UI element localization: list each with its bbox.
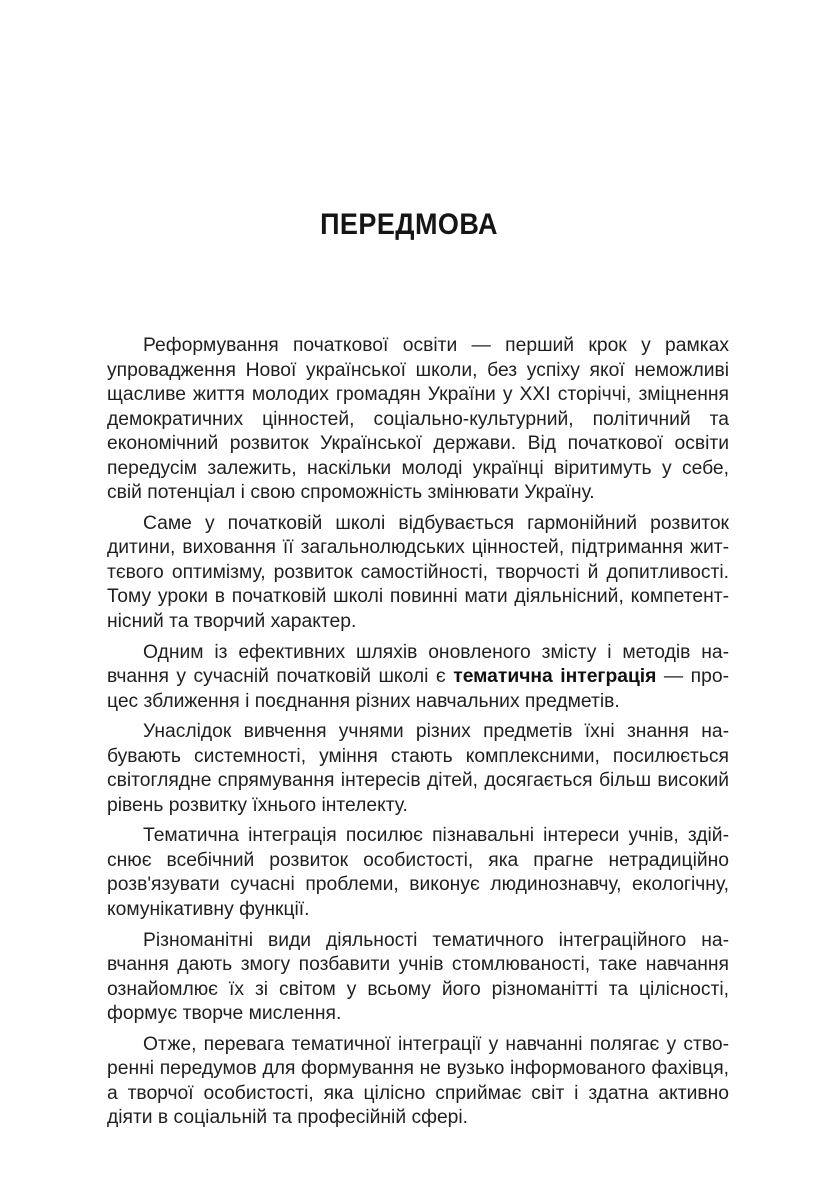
paragraph-3 xyxy=(107,641,729,715)
paragraph-7: Отже, перевага тематичної інтеграції у навчанні полягає у створенні передумов для формування не вузько інформованого фахівця, а творчої особистості, яка цілісно сприймає світ і здатна активно діяти в соціальній та професійній сфері. xyxy=(107,1033,729,1129)
paragraph-4: Унаслідок вивчення учнями різних предметів їхні знання набувають системності, уміння стають комплексними, посилюється світоглядне спрямування інтересів дітей, досягається більш високий рівень розвитку їхнього інтелекту. xyxy=(107,721,729,816)
paragraph-6: Різноманітні види діяльності тематичного інтеграційного навчання дають змогу позбавити учнів стомлюваності, таке навчання ознайомлює їх зі світом у всьому його різноманітті та цілісності, формує творче мислення. xyxy=(107,929,729,1025)
preface-body xyxy=(107,334,729,1131)
paragraph-3-before: Одним із ефективних шляхів оновленого змісту і методів навчання у сучасній початковій школі є xyxy=(107,641,729,688)
paragraph-1: Реформування початкової освіти — перший крок у рамках упровадження Нової української школи, без успіху якої неможливі щасливе життя молодих громадян України у ХХІ сторіччі, зміцнення демократичних цінностей, соціально-культурний, політичний та економічний розвиток Української держави. Від початкової освіти передусім залежить, наскільки молоді українці віритимуть у себе, свій потенціал і свою спроможність змінювати Україну. xyxy=(107,335,729,504)
paragraph-5: Тематична інтеграція посилює пізнавальні інтереси учнів, здійснює всебічний розвиток особистості, яка прагне нетрадиційно розв'язувати сучасні проблеми, виконує людинознавчу, екологічну, комунікативну функції. xyxy=(107,825,729,921)
paragraph-3-after: — процес зближення і поєднання різних навчальних предметів. xyxy=(107,666,729,712)
page-title: ПЕРЕДМОВА xyxy=(320,208,498,241)
paragraph-2: Саме у початковій школі відбувається гармонійний розвиток дитини, виховання її загальнолюдських цінностей, підтримання життєвого оптимізму, розвиток самостійності, творчості й допитливості. Тому уроки в початковій школі повинні мати діяльнісний, компетентнісний та творчий характер. xyxy=(107,512,729,633)
paragraph-3-bold-term: тематична інтеграція xyxy=(453,666,657,688)
